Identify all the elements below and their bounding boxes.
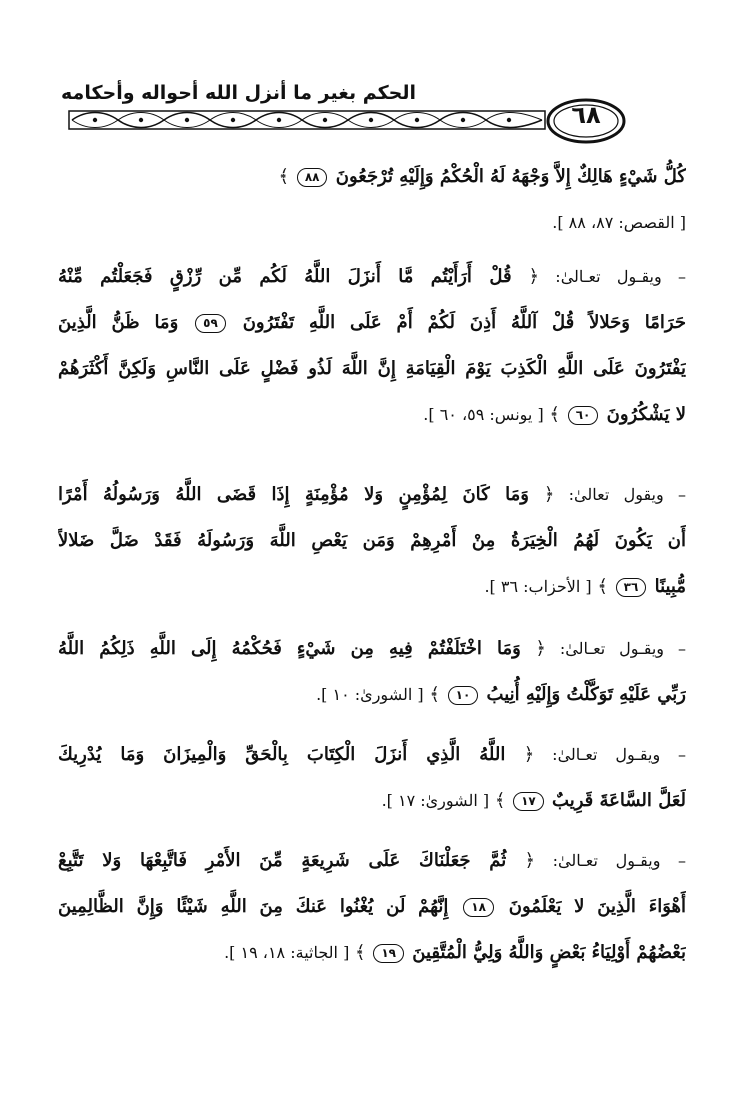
running-title: الحكم بغير ما أنزل الله أحواله وأحكامه [61, 82, 416, 104]
text-line [58, 300, 686, 346]
paragraph [58, 838, 686, 976]
verse-number-badge: ١٠ [448, 686, 479, 705]
quran-bracket: ﴾ [423, 684, 446, 705]
reference-text: [ القصص: ٨٧، ٨٨ ]. [552, 213, 686, 232]
reference-text: – ويقـول تعـالىٰ: [539, 267, 686, 286]
quran-bracket: ﴿ [511, 266, 540, 287]
header-ornament-icon [68, 108, 546, 132]
quran-text: اللَّهُ الَّذِي أَنزَلَ الْكِتَابَ بِالْحَقِّ وَالْمِيزَانَ وَمَا يُدْرِيكَ [58, 744, 506, 765]
quran-bracket: ﴾ [349, 942, 372, 963]
quran-text: ثُمَّ جَعَلْنَاكَ عَلَى شَرِيعَةٍ مِّنَ الأَمْرِ فَاتَّبِعْهَا وَلا تَتَّبِعْ [58, 850, 507, 871]
quran-text: وَمَا اخْتَلَفْتُمْ فِيهِ مِن شَيْءٍ فَحُكْمُهُ إِلَى اللَّهِ ذَلِكُمُ اللَّهُ [58, 638, 521, 659]
quran-bracket: ﴿ [505, 744, 535, 765]
quran-bracket: ﴿ [520, 638, 546, 659]
quran-bracket: ﴾ [543, 404, 566, 425]
text-line [58, 778, 686, 824]
quran-text: أَهْوَاءَ الَّذِينَ لا يَعْلَمُونَ [495, 896, 686, 917]
verse-number-badge: ١٩ [373, 944, 404, 963]
quran-bracket: ﴾ [489, 790, 512, 811]
text-line [58, 346, 686, 392]
verse-number-badge: ١٧ [513, 792, 544, 811]
text-line [58, 838, 686, 884]
text-line [58, 254, 686, 300]
text-line [58, 564, 686, 610]
paragraph [58, 154, 686, 246]
verse-number-badge: ٨٨ [297, 168, 328, 187]
reference-text: [ الجاثية: ١٨، ١٩ ]. [224, 943, 350, 962]
quran-text: كُلُّ شَيْءٍ هَالِكٌ إِلاَّ وَجْهَهُ لَهُ الْحُكْمُ وَإِلَيْهِ تُرْجَعُونَ [329, 166, 686, 187]
quran-bracket: ﴿ [506, 850, 536, 871]
text-line [58, 200, 686, 246]
quran-text: إِنَّهُمْ لَن يُغْنُوا عَنكَ مِنَ اللَّهِ شَيْئًا وَإِنَّ الظَّالِمِينَ [58, 896, 462, 917]
quran-bracket: ﴿ [528, 484, 555, 505]
reference-text: [ الشورىٰ: ١٠ ]. [316, 685, 424, 704]
quran-text: وَمَا كَانَ لِمُؤْمِنٍ وَلا مُؤْمِنَةٍ إِذَا قَضَى اللَّهُ وَرَسُولُهُ أَمْرًا [58, 484, 529, 505]
reference-text: – ويقـول تعـالىٰ: [535, 851, 686, 870]
quran-text: بَعْضُهُمْ أَوْلِيَاءُ بَعْضٍ وَاللَّهُ وَلِيُّ الْمُتَّقِينَ [405, 942, 686, 963]
quran-text: لا يَشْكُرُونَ [600, 404, 686, 425]
quran-text: مُّبِينًا [648, 576, 686, 597]
quran-text: يَفْتَرُونَ عَلَى اللَّهِ الْكَذِبَ يَوْمَ الْقِيَامَةِ إِنَّ اللَّهَ لَذُو فَضْلٍ عَلَى النَّاسِ وَلَكِنَّ أَكْثَرَهُمْ [58, 358, 686, 379]
paragraph [58, 254, 686, 438]
text-line [58, 884, 686, 930]
quran-bracket: ﴾ [278, 166, 295, 187]
reference-text: [ الشورىٰ: ١٧ ]. [381, 791, 490, 810]
text-line [58, 154, 686, 200]
reference-text: – ويقـول تعـالىٰ: [545, 639, 686, 658]
reference-text: – ويقول تعالىٰ: [554, 485, 686, 504]
text-line [58, 472, 686, 518]
text-line [58, 672, 686, 718]
verse-number-badge: ٦٠ [568, 406, 599, 425]
paragraph [58, 626, 686, 718]
reference-text: – ويقـول تعـالىٰ: [534, 745, 686, 764]
text-line [58, 626, 686, 672]
verse-number-badge: ٥٩ [195, 314, 226, 333]
page-number: ٦٨ [571, 101, 601, 129]
quran-text: قُلْ أَرَأَيْتُم مَّا أَنزَلَ اللَّهُ لَكُم مِّن رِّزْقٍ فَجَعَلْتُم مِّنْهُ [58, 266, 512, 287]
text-line [58, 732, 686, 778]
quran-text: وَمَا ظَنُّ الَّذِينَ [58, 312, 194, 333]
reference-text: [ الأحزاب: ٣٦ ]. [484, 577, 592, 596]
quran-text: أَن يَكُونَ لَهُمُ الْخِيَرَةُ مِنْ أَمْرِهِمْ وَمَن يَعْصِ اللَّهَ وَرَسُولَهُ فَقَدْ ضَلَّ ضَلالاً [58, 530, 686, 551]
paragraph [58, 732, 686, 824]
quran-text: حَرَامًا وَحَلالاً قُلْ آللَّهُ أَذِنَ لَكُمْ أَمْ عَلَى اللَّهِ تَفْتَرُونَ [227, 312, 686, 333]
verse-number-badge: ١٨ [463, 898, 494, 917]
text-line [58, 930, 686, 976]
quran-text: رَبِّي عَلَيْهِ تَوَكَّلْتُ وَإِلَيْهِ أُنِيبُ [480, 684, 686, 705]
quran-text: لَعَلَّ السَّاعَةَ قَرِيبٌ [545, 790, 686, 811]
paragraph [58, 472, 686, 610]
quran-bracket: ﴾ [591, 576, 614, 597]
verse-number-badge: ٣٦ [616, 578, 647, 597]
reference-text: [ يونس: ٥٩، ٦٠ ]. [423, 405, 544, 424]
text-line [58, 392, 686, 438]
text-line [58, 518, 686, 564]
